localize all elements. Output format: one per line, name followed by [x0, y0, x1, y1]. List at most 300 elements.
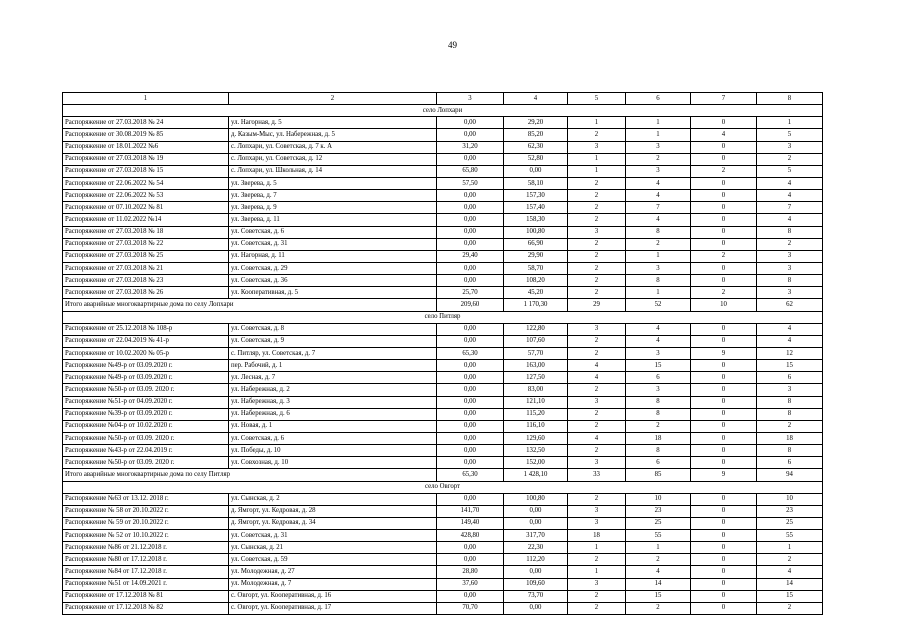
value-cell: 2	[626, 238, 691, 250]
order-cell: Распоряжение от 17.12.2018 № 82	[63, 602, 229, 614]
value-cell: 0,00	[437, 590, 504, 602]
value-cell: 3	[757, 141, 823, 153]
value-cell: 0	[691, 590, 757, 602]
value-cell: 0,00	[437, 238, 504, 250]
value-cell: 3	[757, 384, 823, 396]
order-cell: Распоряжение №50-р от 03.09. 2020 г.	[63, 457, 229, 469]
value-cell: 0	[691, 202, 757, 214]
value-cell: 52,80	[504, 153, 568, 165]
value-cell: 0	[691, 578, 757, 590]
order-cell: Распоряжение от 27.03.2018 № 24	[63, 117, 229, 129]
value-cell: 45,20	[504, 287, 568, 299]
value-cell: 2	[568, 214, 626, 226]
order-cell: Распоряжение №51-р от 04.09.2020 г.	[63, 396, 229, 408]
table-body	[63, 93, 823, 615]
value-cell: 0,00	[504, 505, 568, 517]
value-cell: 2	[568, 554, 626, 566]
value-cell: 15	[757, 590, 823, 602]
value-cell: 3	[568, 505, 626, 517]
table-row	[63, 530, 823, 542]
header-row	[63, 93, 823, 105]
table-row	[63, 408, 823, 420]
value-cell: 0	[691, 141, 757, 153]
table-row	[63, 554, 823, 566]
table-row	[63, 517, 823, 529]
value-cell: 2	[568, 238, 626, 250]
value-cell: 121,10	[504, 396, 568, 408]
total-value: 94	[757, 469, 823, 481]
value-cell: 0	[691, 457, 757, 469]
value-cell: 1	[568, 542, 626, 554]
order-cell: Распоряжение от 27.03.2018 № 26	[63, 287, 229, 299]
value-cell: 0,00	[437, 493, 504, 505]
value-cell: 0,00	[437, 542, 504, 554]
address-cell: ул. Советская, д. 36	[229, 275, 437, 287]
total-value: 209,60	[437, 299, 504, 311]
value-cell: 4	[626, 566, 691, 578]
address-cell: ул. Сынская, д. 2	[229, 493, 437, 505]
section-title: село Лопхари	[63, 105, 823, 117]
table-row	[63, 578, 823, 590]
address-cell: ул. Молодежная, д. 27	[229, 566, 437, 578]
value-cell: 3	[626, 347, 691, 359]
address-cell: ул. Молодежная, д. 7	[229, 578, 437, 590]
value-cell: 1	[626, 117, 691, 129]
value-cell: 122,80	[504, 323, 568, 335]
section-header-row	[63, 311, 823, 323]
value-cell: 2	[757, 554, 823, 566]
value-cell: 25,70	[437, 287, 504, 299]
value-cell: 70,70	[437, 602, 504, 614]
value-cell: 3	[568, 141, 626, 153]
total-value: 1 170,30	[504, 299, 568, 311]
value-cell: 8	[757, 396, 823, 408]
order-cell: Распоряжение №51 от 14.09.2021 г.	[63, 578, 229, 590]
value-cell: 8	[626, 408, 691, 420]
value-cell: 2	[626, 420, 691, 432]
table-row	[63, 262, 823, 274]
value-cell: 158,30	[504, 214, 568, 226]
value-cell: 2	[568, 384, 626, 396]
value-cell: 18	[757, 432, 823, 444]
value-cell: 2	[568, 202, 626, 214]
total-value: 85	[626, 469, 691, 481]
address-cell: с. Лопхари, ул. Советская, д. 12	[229, 153, 437, 165]
value-cell: 0,00	[504, 517, 568, 529]
value-cell: 3	[568, 396, 626, 408]
value-cell: 66,90	[504, 238, 568, 250]
table-row	[63, 505, 823, 517]
value-cell: 18	[626, 432, 691, 444]
order-cell: Распоряжение от 17.12.2018 № 81	[63, 590, 229, 602]
total-value: 52	[626, 299, 691, 311]
value-cell: 6	[626, 372, 691, 384]
header-cell: 8	[757, 93, 823, 105]
section-header-row	[63, 105, 823, 117]
value-cell: 0	[691, 396, 757, 408]
address-cell: с. Лопхари, ул. Советская, д. 7 к. А	[229, 141, 437, 153]
value-cell: 4	[757, 177, 823, 189]
value-cell: 0	[691, 153, 757, 165]
total-row	[63, 299, 823, 311]
address-cell: ул. Советская, д. 8	[229, 323, 437, 335]
value-cell: 0	[691, 432, 757, 444]
header-cell: 6	[626, 93, 691, 105]
value-cell: 3	[568, 517, 626, 529]
value-cell: 3	[568, 226, 626, 238]
value-cell: 10	[757, 493, 823, 505]
value-cell: 8	[626, 226, 691, 238]
value-cell: 6	[626, 457, 691, 469]
value-cell: 0	[691, 505, 757, 517]
value-cell: 4	[626, 335, 691, 347]
value-cell: 14	[626, 578, 691, 590]
table-row	[63, 287, 823, 299]
value-cell: 2	[757, 238, 823, 250]
value-cell: 127,50	[504, 372, 568, 384]
address-cell: ул. Советская, д. 31	[229, 530, 437, 542]
table-row	[63, 372, 823, 384]
total-value: 33	[568, 469, 626, 481]
value-cell: 0,00	[437, 372, 504, 384]
value-cell: 116,10	[504, 420, 568, 432]
value-cell: 1	[626, 542, 691, 554]
value-cell: 57,50	[437, 177, 504, 189]
value-cell: 0,00	[437, 117, 504, 129]
order-cell: Распоряжение №43-р от 22.04.2019 г.	[63, 445, 229, 457]
value-cell: 5	[757, 129, 823, 141]
value-cell: 10	[626, 493, 691, 505]
order-cell: Распоряжение №86 от 21.12.2018 г.	[63, 542, 229, 554]
value-cell: 0,00	[437, 153, 504, 165]
value-cell: 0	[691, 517, 757, 529]
header-cell: 5	[568, 93, 626, 105]
value-cell: 1	[568, 153, 626, 165]
order-cell: Распоряжение № 59 от 20.10.2022 г.	[63, 517, 229, 529]
value-cell: 0	[691, 408, 757, 420]
order-cell: Распоряжение №04-р от 10.02.2020 г.	[63, 420, 229, 432]
table-row	[63, 420, 823, 432]
page-number: 49	[448, 40, 457, 50]
value-cell: 149,40	[437, 517, 504, 529]
order-cell: Распоряжение от 22.04.2019 № 41-р	[63, 335, 229, 347]
order-cell: Распоряжение от 27.03.2018 № 25	[63, 250, 229, 262]
value-cell: 3	[626, 141, 691, 153]
value-cell: 2	[568, 190, 626, 202]
value-cell: 4	[568, 372, 626, 384]
value-cell: 31,20	[437, 141, 504, 153]
value-cell: 0	[691, 554, 757, 566]
order-cell: Распоряжение №80 от 17.12.2018 г.	[63, 554, 229, 566]
value-cell: 4	[757, 566, 823, 578]
value-cell: 8	[757, 226, 823, 238]
address-cell: ул. Набережная, д. 2	[229, 384, 437, 396]
value-cell: 85,20	[504, 129, 568, 141]
address-cell: д. Казым-Мыс, ул. Набережная, д. 5	[229, 129, 437, 141]
value-cell: 4	[757, 190, 823, 202]
value-cell: 2	[568, 287, 626, 299]
address-cell: ул. Совхозная, д. 10	[229, 457, 437, 469]
value-cell: 0	[691, 226, 757, 238]
value-cell: 4	[626, 190, 691, 202]
address-cell: ул. Нагорная, д. 5	[229, 117, 437, 129]
value-cell: 57,70	[504, 347, 568, 359]
order-cell: Распоряжение от 27.03.2018 № 18	[63, 226, 229, 238]
value-cell: 4	[757, 214, 823, 226]
value-cell: 25	[757, 517, 823, 529]
total-row	[63, 469, 823, 481]
value-cell: 12	[757, 347, 823, 359]
value-cell: 107,60	[504, 335, 568, 347]
table-row	[63, 347, 823, 359]
value-cell: 0	[691, 445, 757, 457]
table-row	[63, 457, 823, 469]
value-cell: 3	[626, 262, 691, 274]
value-cell: 132,50	[504, 445, 568, 457]
value-cell: 1	[757, 542, 823, 554]
value-cell: 2	[626, 153, 691, 165]
header-cell: 4	[504, 93, 568, 105]
table-row	[63, 129, 823, 141]
total-value: 62	[757, 299, 823, 311]
value-cell: 8	[626, 445, 691, 457]
value-cell: 0	[691, 190, 757, 202]
table-row	[63, 396, 823, 408]
housing-table	[62, 92, 823, 615]
total-label: Итого аварийные многоквартирные дома по селу Лопхари	[63, 299, 437, 311]
value-cell: 0	[691, 530, 757, 542]
value-cell: 0,00	[437, 262, 504, 274]
order-cell: Распоряжение от 27.03.2018 № 23	[63, 275, 229, 287]
value-cell: 55	[626, 530, 691, 542]
value-cell: 108,20	[504, 275, 568, 287]
value-cell: 1	[626, 287, 691, 299]
value-cell: 109,60	[504, 578, 568, 590]
value-cell: 0,00	[437, 432, 504, 444]
table-row	[63, 445, 823, 457]
total-value: 10	[691, 299, 757, 311]
order-cell: Распоряжение от 22.06.2022 № 54	[63, 177, 229, 189]
address-cell: пер. Рабочий, д. 1	[229, 360, 437, 372]
table-row	[63, 250, 823, 262]
value-cell: 317,70	[504, 530, 568, 542]
section-header-row	[63, 481, 823, 493]
value-cell: 1	[568, 117, 626, 129]
table-row	[63, 141, 823, 153]
address-cell: ул. Зверева, д. 5	[229, 177, 437, 189]
value-cell: 0	[691, 372, 757, 384]
order-cell: Распоряжение от 27.03.2018 № 19	[63, 153, 229, 165]
value-cell: 2	[757, 153, 823, 165]
table-row	[63, 566, 823, 578]
value-cell: 2	[691, 165, 757, 177]
value-cell: 0	[691, 117, 757, 129]
value-cell: 0,00	[437, 275, 504, 287]
value-cell: 73,70	[504, 590, 568, 602]
total-value: 9	[691, 469, 757, 481]
table-row	[63, 214, 823, 226]
table-row	[63, 360, 823, 372]
value-cell: 58,10	[504, 177, 568, 189]
address-cell: ул. Советская, д. 59	[229, 554, 437, 566]
value-cell: 0,00	[437, 554, 504, 566]
table-row	[63, 165, 823, 177]
value-cell: 0	[691, 602, 757, 614]
value-cell: 2	[568, 493, 626, 505]
header-cell: 2	[229, 93, 437, 105]
value-cell: 15	[626, 590, 691, 602]
value-cell: 0,00	[437, 226, 504, 238]
order-cell: Распоряжение от 27.03.2018 № 21	[63, 262, 229, 274]
address-cell: с. Овгорт, ул. Кооперативная, д. 16	[229, 590, 437, 602]
table-row	[63, 190, 823, 202]
address-cell: ул. Зверева, д. 11	[229, 214, 437, 226]
value-cell: 2	[568, 602, 626, 614]
order-cell: Распоряжение № 52 от 10.10.2022 г.	[63, 530, 229, 542]
table-row	[63, 202, 823, 214]
table-row	[63, 335, 823, 347]
table-row	[63, 432, 823, 444]
value-cell: 83,00	[504, 384, 568, 396]
value-cell: 0	[691, 177, 757, 189]
value-cell: 3	[568, 578, 626, 590]
value-cell: 0	[691, 275, 757, 287]
value-cell: 8	[757, 275, 823, 287]
value-cell: 9	[691, 347, 757, 359]
order-cell: Распоряжение от 10.02.2020 № 05-р	[63, 347, 229, 359]
value-cell: 100,80	[504, 226, 568, 238]
value-cell: 0,00	[437, 129, 504, 141]
value-cell: 2	[691, 250, 757, 262]
value-cell: 3	[757, 287, 823, 299]
value-cell: 2	[568, 420, 626, 432]
header-cell: 3	[437, 93, 504, 105]
table-row	[63, 602, 823, 614]
value-cell: 65,80	[437, 165, 504, 177]
value-cell: 3	[626, 165, 691, 177]
order-cell: Распоряжение №84 от 17.12.2018 г.	[63, 566, 229, 578]
header-cell: 7	[691, 93, 757, 105]
address-cell: с. Овгорт, ул. Кооперативная, д. 17	[229, 602, 437, 614]
value-cell: 141,70	[437, 505, 504, 517]
table-row	[63, 275, 823, 287]
address-cell: ул. Зверева, д. 7	[229, 190, 437, 202]
address-cell: ул. Советская, д. 6	[229, 432, 437, 444]
value-cell: 0,00	[437, 214, 504, 226]
total-value: 1 428,10	[504, 469, 568, 481]
value-cell: 0	[691, 323, 757, 335]
value-cell: 25	[626, 517, 691, 529]
value-cell: 23	[757, 505, 823, 517]
value-cell: 4	[626, 177, 691, 189]
value-cell: 2	[568, 250, 626, 262]
value-cell: 428,80	[437, 530, 504, 542]
value-cell: 0,00	[504, 165, 568, 177]
address-cell: ул. Сынская, д. 21	[229, 542, 437, 554]
table-row	[63, 153, 823, 165]
address-cell: с. Лопхари, ул. Школьная, д. 14	[229, 165, 437, 177]
total-value: 65,30	[437, 469, 504, 481]
value-cell: 7	[626, 202, 691, 214]
value-cell: 0	[691, 566, 757, 578]
value-cell: 0	[691, 360, 757, 372]
value-cell: 3	[626, 384, 691, 396]
value-cell: 0	[691, 214, 757, 226]
value-cell: 0,00	[504, 566, 568, 578]
value-cell: 8	[757, 408, 823, 420]
total-value: 29	[568, 299, 626, 311]
address-cell: ул. Победы, д. 10	[229, 445, 437, 457]
value-cell: 0	[691, 238, 757, 250]
value-cell: 55	[757, 530, 823, 542]
value-cell: 1	[568, 566, 626, 578]
value-cell: 4	[691, 129, 757, 141]
address-cell: с. Питляр, ул. Советская, д. 7	[229, 347, 437, 359]
value-cell: 58,70	[504, 262, 568, 274]
value-cell: 0,00	[437, 420, 504, 432]
value-cell: 0,00	[437, 323, 504, 335]
value-cell: 2	[757, 420, 823, 432]
value-cell: 0,00	[437, 360, 504, 372]
table-row	[63, 226, 823, 238]
order-cell: Распоряжение №63 от 13.12. 2018 г.	[63, 493, 229, 505]
value-cell: 18	[568, 530, 626, 542]
address-cell: д. Ямгорт, ул. Кедровая, д. 28	[229, 505, 437, 517]
header-cell: 1	[63, 93, 229, 105]
value-cell: 3	[568, 323, 626, 335]
value-cell: 157,40	[504, 202, 568, 214]
value-cell: 6	[757, 372, 823, 384]
value-cell: 0,00	[437, 335, 504, 347]
value-cell: 0,00	[437, 396, 504, 408]
value-cell: 1	[626, 250, 691, 262]
table-row	[63, 177, 823, 189]
value-cell: 15	[626, 360, 691, 372]
value-cell: 152,00	[504, 457, 568, 469]
address-cell: ул. Новая, д. 1	[229, 420, 437, 432]
value-cell: 1	[626, 129, 691, 141]
value-cell: 7	[757, 202, 823, 214]
value-cell: 0,00	[437, 408, 504, 420]
value-cell: 0	[691, 384, 757, 396]
value-cell: 8	[757, 445, 823, 457]
address-cell: д. Ямгорт, ул. Кедровая, д. 34	[229, 517, 437, 529]
order-cell: Распоряжение от 25.12.2018 № 108-р	[63, 323, 229, 335]
value-cell: 4	[626, 323, 691, 335]
order-cell: Распоряжение от 30.08.2019 № 85	[63, 129, 229, 141]
order-cell: Распоряжение от 27.03.2018 № 15	[63, 165, 229, 177]
total-label: Итого аварийные многоквартирные дома по селу Питляр	[63, 469, 437, 481]
value-cell: 0,00	[437, 384, 504, 396]
value-cell: 3	[568, 457, 626, 469]
value-cell: 8	[626, 396, 691, 408]
section-title: село Питляр	[63, 311, 823, 323]
order-cell: Распоряжение от 22.06.2022 № 53	[63, 190, 229, 202]
order-cell: Распоряжение от 11.02.2022 №14	[63, 214, 229, 226]
table-row	[63, 323, 823, 335]
value-cell: 157,30	[504, 190, 568, 202]
value-cell: 37,60	[437, 578, 504, 590]
table-row	[63, 542, 823, 554]
value-cell: 1	[568, 165, 626, 177]
value-cell: 2	[568, 177, 626, 189]
value-cell: 4	[568, 360, 626, 372]
value-cell: 29,40	[437, 250, 504, 262]
address-cell: ул. Набережная, д. 3	[229, 396, 437, 408]
value-cell: 22,30	[504, 542, 568, 554]
address-cell: ул. Зверева, д. 9	[229, 202, 437, 214]
address-cell: ул. Кооперативная, д. 5	[229, 287, 437, 299]
